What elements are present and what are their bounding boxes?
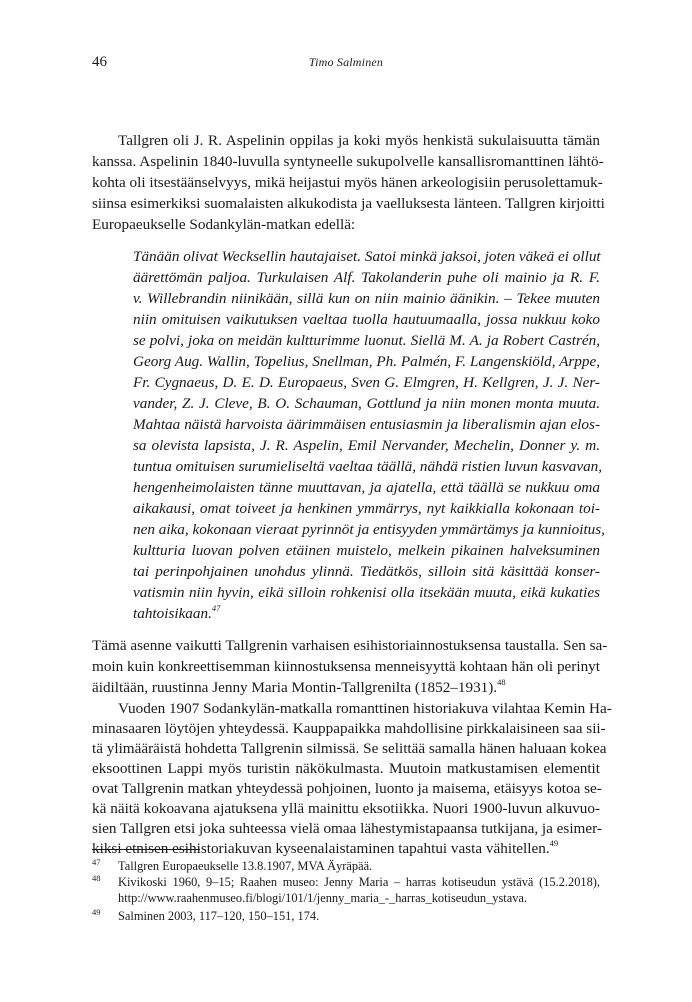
text-line-content: äidiltään, ruustinna Jenny Maria Montin-Tallgrenilta (1852–1931). bbox=[92, 679, 498, 696]
footnote-number: 49 bbox=[92, 907, 101, 917]
running-head: Timo Salminen bbox=[308, 55, 384, 69]
text-line: kanssa. Aspelinin 1840-luvulla syntyneelle sukupolvelle kansallisromanttinen lähtö- bbox=[92, 153, 604, 170]
text-line: minasaaren löytöjen yhteydessä. Kauppapaikka mahdollisine pirkkalaisineen saa sii- bbox=[92, 720, 606, 737]
text-line: kä näitä kokoavana ajatuksena yllä mainittu eksotiikka. Nuori 1900-luvun alkuvuo- bbox=[92, 800, 600, 817]
footnote-text: Tallgren Europaeukselle 13.8.1907, MVA Äyräpää. bbox=[118, 859, 373, 873]
quote-line: se polvi, joka on meidän kultturimme luonut. Siellä M. A. ja Robert Castrén, bbox=[133, 332, 600, 349]
quote-line: vatismin niin hyvin, eikä silloin rohkenisi olla itsekään muuta, eikä kukaties bbox=[133, 584, 600, 601]
quote-line: hengenheimolaisten tänne muuttavan, ja ajatella, että täällä se nukkuu oma bbox=[133, 479, 600, 496]
quote-line: äärettömän paljoa. Turkulaisen Alf. Takolanderin puhe oli mainio ja R. F. bbox=[133, 269, 600, 286]
text-line: moin kuin konkreettisemman kiinnostuksensa menneisyyttä kohtaan hän oli perinyt bbox=[92, 658, 600, 675]
quote-line: niin omituisen vaikutuksen vaeltaa tuolla hautuumaalla, jossa nukkuu koko bbox=[133, 311, 600, 328]
quote-line: Tänään olivat Wecksellin hautajaiset. Satoi minkä jaksoi, joten väkeä ei ollut bbox=[133, 248, 601, 265]
footnote-number: 47 bbox=[92, 857, 101, 867]
quote-line: Mahtaa näistä harvoista äärimmäisen entusiasmin ja liberalismin ajan elos- bbox=[133, 416, 600, 433]
quote-line: v. Willebrandin niinikään, sillä kun on niin mainio äänikin. – Tekee muuten bbox=[133, 290, 600, 307]
text-line: kohta oli itsestäänselvyys, mikä heijastui myös hänen arkeologisiin perusolettamuk- bbox=[92, 174, 603, 191]
text-line: siinsa esimerkiksi suomalaisten alkukodista ja vaelluksesta länteen. Tallgren kirjoitti bbox=[92, 195, 605, 212]
text-line bbox=[92, 839, 600, 858]
text-line: eksoottinen Lappi myös turistin näkökulmasta. Muutoin matkustamisen elementit bbox=[92, 760, 600, 777]
text-line: Europaeukselle Sodankylän-matkan edellä: bbox=[92, 216, 356, 233]
quote-last-text: tahtoisikaan. bbox=[133, 605, 212, 622]
text-line: Tämä asenne vaikutti Tallgrenin varhaisen esihistoriainnostuksensa taustalla. Sen sa- bbox=[92, 637, 608, 654]
footnote-ref-48[interactable]: 48 bbox=[497, 676, 506, 687]
footnote-text: Kivikoski 1960, 9–15; Raahen museo: Jenny Maria – harras kotiseudun ystävä (15.2.2018), bbox=[118, 875, 600, 889]
quote-line: tuntua omituisen surumieliseltä vaeltaa täällä, nähdä ristien luvun kasvavan, bbox=[133, 458, 603, 475]
quote-line: tai perinpohjainen unohdus ylinnä. Tiedätkös, silloin sitä käsittää konser- bbox=[133, 563, 600, 580]
text-line bbox=[92, 678, 600, 697]
text-line: tä ylimääräistä hohdetta Tallgrenin silmissä. Se selittää samalla hänen haluaan kokea bbox=[92, 740, 607, 757]
text-line: Vuoden 1907 Sodankylän-matkalla romanttinen historiakuva vilahtaa Kemin Ha- bbox=[118, 700, 612, 717]
text-line-content: kiksi etnisen esihistoriakuvan kyseenalaistaminen tapahtui vasta vähitellen. bbox=[92, 840, 550, 857]
text-line: Tallgren oli J. R. Aspelinin oppilas ja koki myös henkistä sukulaisuutta tämän bbox=[118, 132, 600, 149]
footnote-number: 48 bbox=[92, 873, 101, 883]
quote-line: Georg Aug. Wallin, Topelius, Snellman, Ph. Palmén, F. Langenskiöld, Arppe, bbox=[133, 353, 600, 370]
quote-line bbox=[133, 604, 600, 623]
quote-line: Fr. Cygnaeus, D. E. D. Europaeus, Sven G. Elmgren, H. Kellgren, J. J. Ner- bbox=[133, 374, 600, 391]
footnote-ref-49[interactable]: 49 bbox=[549, 837, 559, 848]
quote-line: aikakausi, omat toiveet ja henkinen ymmärrys, nyt kaikkialla kokonaan toi- bbox=[133, 500, 600, 517]
quote-line: sa olevista lapsista, J. R. Aspelin, Emil Nervander, Mechelin, Donner y. m. bbox=[133, 437, 600, 454]
footnote-link[interactable]: http://www.raahenmuseo.fi/blogi/101/1/jenny_maria_-_harras_kotiseudun_ystava. bbox=[118, 891, 528, 905]
footnote-ref-47[interactable]: 47 bbox=[211, 602, 221, 613]
text-line: sien Tallgren etsi joka suhteessa vielä omaa lähestymistapaansa tutkijana, ja esimer- bbox=[92, 820, 602, 837]
page-number: 46 bbox=[92, 54, 107, 70]
quote-line: vander, Z. J. Cleve, B. O. Schauman, Gottlund ja niin monen monta muuta. bbox=[133, 395, 600, 412]
quote-line: kultturia luovan polven etäinen muistelo, melkein pikainen halveksuminen bbox=[133, 542, 600, 559]
text-line: ovat Tallgrenin matkan yhteydessä pohjoinen, luonto ja maisema, etäisyys kotoa se- bbox=[92, 780, 602, 797]
quote-line: nen aika, kokonaan vieraat pyrinnöt ja entisyyden ymmärtämys ja kunnioitus, bbox=[133, 521, 605, 538]
footnote-text: Salminen 2003, 117–120, 150–151, 174. bbox=[118, 909, 320, 923]
